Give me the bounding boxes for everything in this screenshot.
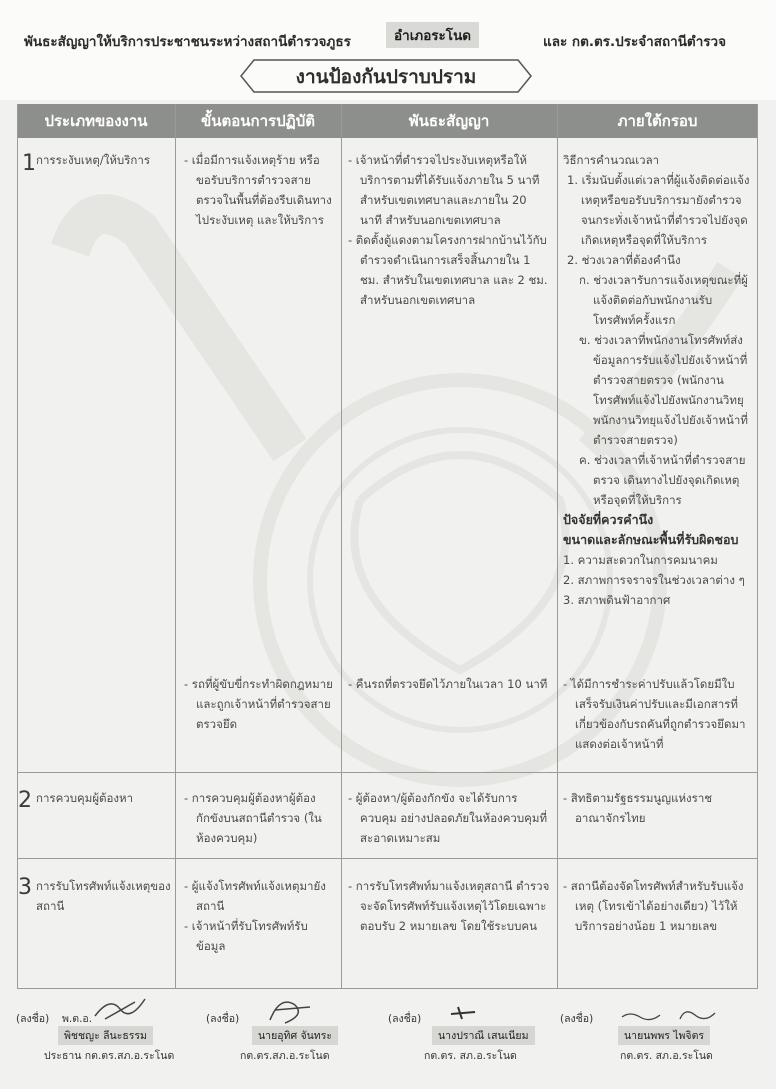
step-text: - ผู้แจ้งโทรศัพท์แจ้งเหตุมายังสถานี xyxy=(184,879,326,913)
step-text: - การควบคุมผู้ต้องหาผู้ต้องกักขังบนสถานีตำรวจ (ในห้องควบคุม) xyxy=(184,791,322,845)
factor-item: 2. สภาพการจราจรในช่วงเวลาต่าง ๆ xyxy=(563,573,745,587)
page-title: งานป้องกันปราบปราม xyxy=(295,66,477,88)
table-border-bottom xyxy=(17,988,758,989)
agreement-heading: พันธะสัญญาให้บริการประชาชนระหว่างสถานีตำรวจภูธร xyxy=(24,34,351,50)
row-1-type: การระงับเหตุ/ให้บริการ xyxy=(36,153,150,167)
frame-item: 1. เริ่มนับตั้งแต่เวลาที่ผู้แจ้งติดต่อแจ้งเหตุหรือขอรับบริการมายังตำรวจจนกระทั่งเจ้าหน้าที่ตำรวจไปยังจุดเกิดเหตุหรือจุดที่ให้บริการ xyxy=(567,173,750,247)
frame-subitem: ก. ช่วงเวลารับการแจ้งเหตุขณะที่ผู้แจ้งติดต่อกับพนักงานรับโทรศัพท์ครั้งแรก xyxy=(579,273,748,327)
row-1-frame-fine xyxy=(563,674,754,754)
row-1-promise-vehicle xyxy=(348,674,550,694)
signature-scribble xyxy=(90,994,150,1022)
column-header-type: ประเภทของงาน xyxy=(44,112,148,130)
table-header xyxy=(17,104,758,138)
column-header-steps: ขั้นตอนการปฏิบัติ xyxy=(201,112,315,130)
factor-item: 3. สภาพดินฟ้าอากาศ xyxy=(563,593,671,607)
frame-text: - สถานีต้องจัดโทรศัพท์สำหรับรับแจ้งเหตุ (โทรเข้าได้อย่างเดียว) ไว้ให้บริการอย่างน้อย 1 หมายเลข xyxy=(563,879,744,933)
signer-position: กต.ตร. สภ.อ.ระโนด xyxy=(424,1050,517,1062)
row-divider xyxy=(17,858,758,859)
step-text: - รถที่ผู้ขับขี่กระทำผิดกฎหมายและถูกเจ้าหน้าที่ตำรวจสายตรวจยึด xyxy=(184,677,333,731)
row-2-steps xyxy=(184,788,334,848)
frame-item: 2. ช่วงเวลาที่ต้องคำนึง xyxy=(567,253,681,267)
promise-text: - การรับโทรศัพท์มาแจ้งเหตุสถานี ตำรวจจะจัดโทรศัพท์รับแจ้งเหตุไว้โดยเฉพาะตอบรับ 2 หมายเลข โดยใช้ระบบคน xyxy=(348,879,550,933)
district-label: อำเภอระโนด xyxy=(386,22,479,48)
row-2-promise xyxy=(348,788,550,848)
row-1-promise xyxy=(348,150,550,310)
frame-text: - ได้มีการชำระค่าปรับแล้วโดยมีใบเสร็จรับเงินค่าปรับและมีเอกสารที่เกี่ยวข้องกับรถคันที่ถูกตำรวจยึดมาแสดงต่อเจ้าหน้าที่ xyxy=(563,677,746,751)
factor-item: 1. ความสะดวกในการคมนาคม xyxy=(563,553,718,567)
frame-subitem: ข. ช่วงเวลาที่พนักงานโทรศัพท์ส่งข้อมูลการรับแจ้งไปยังเจ้าหน้าที่ตำรวจสายตรวจ (พนักงานโทรศัพท์แจ้งไปยังพนักงานวิทยุ พนักงานวิทยุแจ้งไปยังเจ้าหน้าที่ตำรวจสายตรวจ) xyxy=(579,333,748,447)
step-text: - เมื่อมีการแจ้งเหตุร้าย หรือขอรับบริการตำรวจสายตรวจในพื้นที่ต้องรีบเดินทางไประงับเหตุ และให้บริการ xyxy=(184,153,332,227)
column-header-promise: พันธะสัญญา xyxy=(408,112,490,130)
rank-label: พ.ต.อ. xyxy=(62,1013,93,1025)
row-number: 3 xyxy=(18,875,32,900)
row-3-steps xyxy=(184,876,334,956)
row-2-type: การควบคุมผู้ต้องหา xyxy=(36,791,134,805)
method-title: วิธีการคำนวณเวลา xyxy=(563,153,660,167)
sign-label: (ลงชื่อ) xyxy=(560,1013,594,1025)
row-number: 2 xyxy=(18,788,32,813)
row-1-steps xyxy=(184,150,334,230)
table-border-right xyxy=(757,104,758,989)
column-divider xyxy=(175,104,176,989)
table-border-left xyxy=(17,104,18,989)
row-2-frame xyxy=(563,788,754,828)
promise-text: - ผู้ต้องหา/ผู้ต้องกักขัง จะได้รับการควบคุม อย่างปลอดภัยในห้องควบคุมที่สะอาดเหมาะสม xyxy=(348,791,548,845)
document-header xyxy=(0,0,776,100)
row-3-promise xyxy=(348,876,550,936)
sign-label: (ลงชื่อ) xyxy=(16,1013,50,1025)
signer-position: กต.ตร.สภ.อ.ระโนด xyxy=(240,1050,330,1062)
sign-label: (ลงชื่อ) xyxy=(206,1013,240,1025)
signer-position: กต.ตร. สภ.อ.ระโนด xyxy=(620,1050,713,1062)
column-header-frame: ภายใต้กรอบ xyxy=(617,112,698,130)
row-3-type: การรับโทรศัพท์แจ้งเหตุของสถานี xyxy=(36,879,171,913)
sign-label: (ลงชื่อ) xyxy=(388,1013,422,1025)
row-number: 1 xyxy=(22,151,36,176)
signer-name: นายนพพร ไพจิตร xyxy=(618,1026,710,1045)
signature-scribble xyxy=(620,1005,720,1023)
factors-subtitle: ขนาดและลักษณะพื้นที่รับผิดชอบ xyxy=(563,532,739,547)
promise-text: - เจ้าหน้าที่ตำรวจไประงับเหตุหรือให้บริการตามที่ได้รับแจ้งภายใน 5 นาที สำหรับเขตเทศบาลและภายใน 20 นาที สำหรับนอกเขตเทศบาล xyxy=(348,153,540,227)
signer-name: นางปราณี เสนเนียม xyxy=(432,1026,535,1045)
row-3-frame xyxy=(563,876,754,936)
promise-text: - คืนรถที่ตรวจยึดไว้ภายในเวลา 10 นาที xyxy=(348,677,548,691)
column-divider xyxy=(557,104,558,989)
signer-name: พิชชญะ ลีนะธรรม xyxy=(58,1026,153,1045)
frame-text: - สิทธิตามรัฐธรรมนูญแห่งราชอาณาจักรไทย xyxy=(563,791,713,825)
step-text: - เจ้าหน้าที่รับโทรศัพท์รับข้อมูล xyxy=(184,919,308,953)
factors-title: ปัจจัยที่ควรคำนึง xyxy=(563,512,654,527)
frame-subitem: ค. ช่วงเวลาที่เจ้าหน้าที่ตำรวจสายตรวจ เดินทางไปยังจุดเกิดเหตุหรือจุดที่ให้บริการ xyxy=(579,453,746,507)
committee-heading: และ กต.ตร.ประจำสถานีตำรวจ xyxy=(543,34,727,50)
signer-name: นายอุทิศ จันทระ xyxy=(252,1026,338,1045)
row-divider xyxy=(17,772,758,773)
row-1-frame xyxy=(563,150,754,610)
signature-scribble xyxy=(448,1002,478,1022)
signer-position: ประธาน กต.ตร.สภ.อ.ระโนด xyxy=(44,1050,175,1062)
signature-scribble xyxy=(265,995,315,1025)
column-divider xyxy=(341,104,342,989)
row-1-steps-vehicle xyxy=(184,674,334,734)
promise-text: - ติดตั้งตู้แดงตามโครงการฝากบ้านไว้กับตำรวจดำเนินการเสร็จสิ้นภายใน 1 ชม. สำหรับในเขตเทศบาล และ 2 ชม. สำหรับนอกเขตเทศบาล xyxy=(348,233,548,307)
